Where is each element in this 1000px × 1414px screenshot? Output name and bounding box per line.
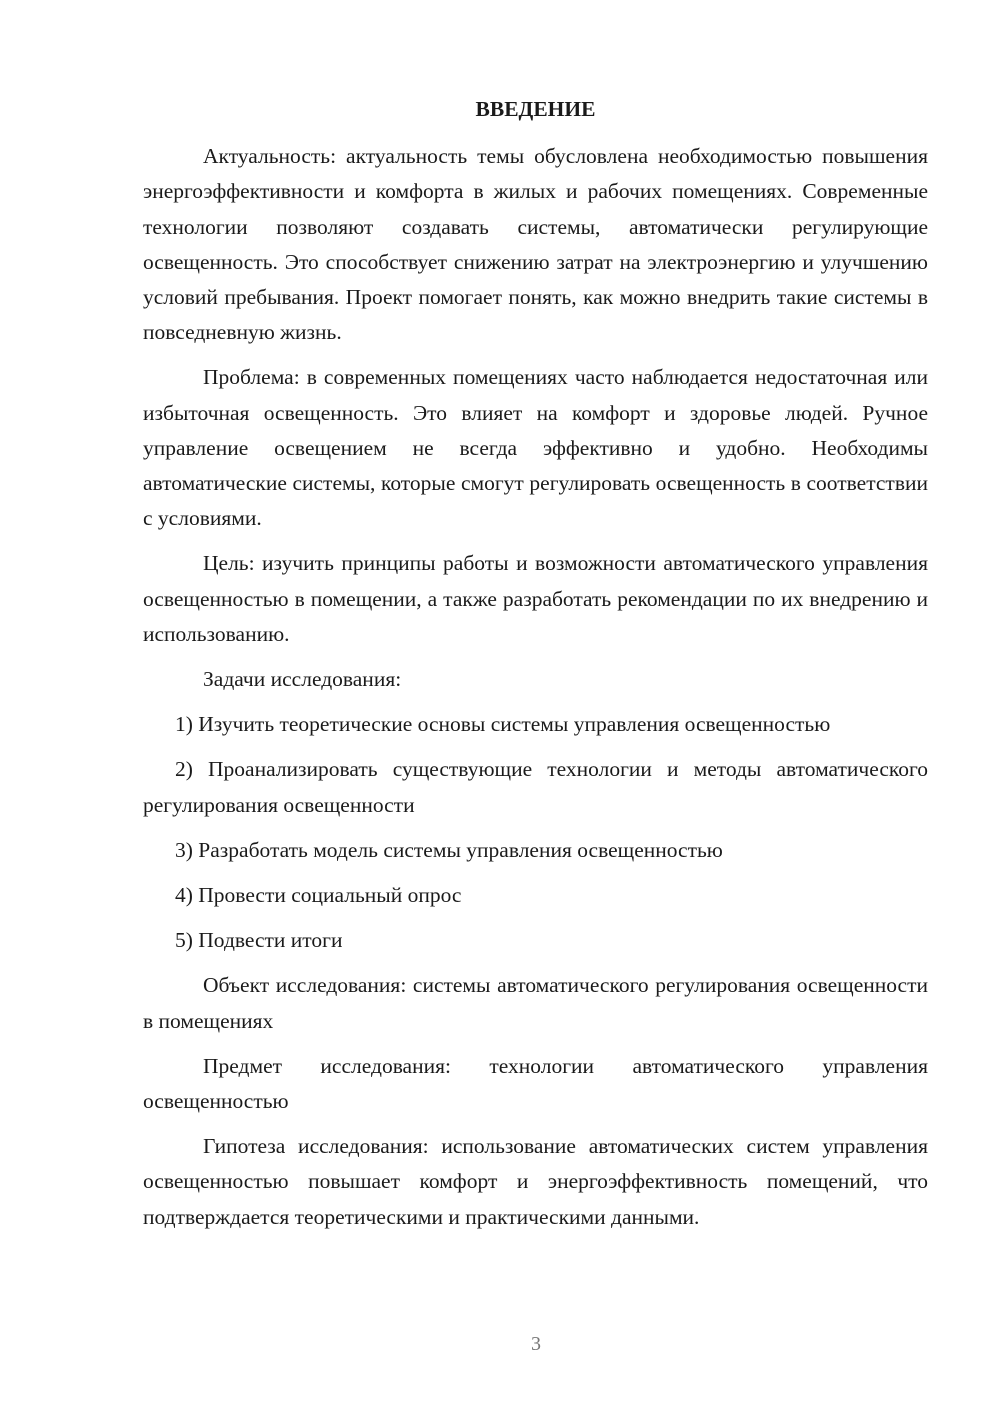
paragraph-hypothesis: Гипотеза исследования: использование автоматических систем управления освещенностью повышает комфорт и энергоэффективность помещений, что подтверждается теоретическими и практическими данными. [143,1134,928,1229]
page-title: ВВЕДЕНИЕ [475,97,596,121]
tasks-list [143,707,928,958]
page-number: 3 [531,1333,541,1355]
paragraph-goal: Цель: изучить принципы работы и возможности автоматического управления освещенностью в помещении, а также разработать рекомендации по их внедрению и использованию. [143,551,928,646]
paragraph-subject: Предмет исследования: технологии автоматического управления освещенностью [143,1053,928,1114]
list-item: 5) Подвести итоги [175,928,343,953]
paragraph-relevance: Актуальность: актуальность темы обусловлена необходимостью повышения энергоэффективности и комфорта в жилых и рабочих помещениях. Современные технологии позволяют создавать системы, автоматически регулирующие освещенность. Это способствует снижению затрат на электроэнергию и улучшению условий пребывания. Проект помогает понять, как можно внедрить такие системы в повседневную жизнь. [143,144,928,345]
tasks-heading: Задачи исследования: [203,667,402,692]
paragraph-object: Объект исследования: системы автоматического регулирования освещенности в помещениях [143,973,928,1033]
list-item: 3) Разработать модель системы управления освещенностью [175,837,723,862]
paragraph-problem: Проблема: в современных помещениях часто наблюдается недостаточная или избыточная освещенность. Это влияет на комфорт и здоровье людей. Ручное управление освещением не всегда эффективно и удобно. Необходимы автоматические системы, которые смогут регулировать освещенность в соответствии с условиями. [143,365,928,531]
list-item: 4) Провести социальный опрос [175,883,462,908]
document-page [143,92,928,1245]
list-item: 2) Проанализировать существующие технологии и методы автоматического регулирования освещенности [143,757,928,817]
list-item: 1) Изучить теоретические основы системы управления освещенностью [175,712,831,737]
